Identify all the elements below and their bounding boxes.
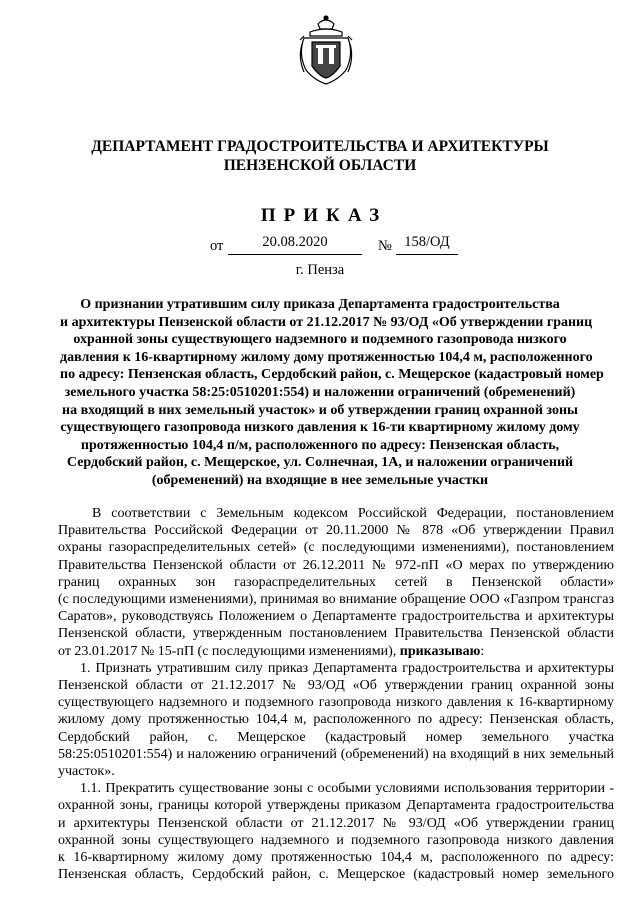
- document-type: ПРИКАЗ: [260, 205, 388, 226]
- body-line-orders: [58, 643, 614, 660]
- department-title-line1: ДЕПАРТАМЕНТ ГРАДОСТРОИТЕЛЬСТВА И АРХИТЕКТУРЫ: [91, 138, 549, 155]
- body-line: (с последующими изменениями), принимая во внимание обращение ООО «Газпром трансгаз: [58, 592, 614, 608]
- body-line: участок».: [58, 764, 115, 780]
- orders-colon: :: [480, 643, 485, 659]
- subject-line: на входящий в них земельный участок» и об утверждении границ охранной зоны: [62, 402, 578, 418]
- subject-line: О признании утратившим силу приказа Департамента градостроительства: [80, 297, 560, 312]
- subject-line: существующего газопровода низкого давления к 16-ти квартирному жилому дому: [60, 420, 580, 436]
- body-line: Правительства Пензенской области от 26.12.2011 № 972-пП «О мерах по утверждению: [58, 557, 614, 573]
- city: г. Пенза: [295, 262, 345, 278]
- order-subject: [60, 296, 604, 490]
- body-line: Пензенской области от 21.12.2017 № 93/ОД «Об утверждении границ охранной зоны: [58, 678, 614, 694]
- body-line: охранной зоны существующего надземного и подземного газопровода низкого давления: [58, 832, 614, 848]
- subject-line: протяженностью 104,4 п/м, расположенного по адресу: Пензенская область,: [80, 437, 560, 453]
- date-number-line: [0, 234, 640, 257]
- body-line: Сердобский район, с. Мещерское (кадастровый номер земельного участка: [58, 729, 614, 745]
- subject-line: Сердобский район, с. Мещерское, ул. Солнечная, 1А, и наложении ограничений: [66, 455, 574, 471]
- order-body: [58, 505, 614, 883]
- body-line: жилому дому протяженностью 104,4 м, расположенного по адресу: Пензенская область,: [58, 712, 614, 728]
- subject-line: давления к 16-квартирному жилому дому протяженностью 104,4 м, расположенного: [60, 349, 593, 365]
- subject-line: земельного участка 58:25:0510201:554) и наложении ограничений (обременений): [64, 384, 576, 400]
- number-sign: №: [378, 238, 392, 254]
- body-line: к 16-квартирному жилому дому протяженностью 104,4 м, расположенного по адресу:: [58, 850, 614, 866]
- body-line: охранной зоны, границы которой утверждены приказом Департамента градостроительства: [58, 798, 614, 814]
- subject-line: (обременений) на входящие в нее земельные участки: [151, 472, 489, 488]
- body-line: Саратов», руководствуясь Положением о Департаменте градостроительства и архитектуры: [58, 609, 614, 625]
- body-line: границ охранных зон газораспределительных сетей в Пензенской области»: [58, 574, 614, 590]
- body-line-text: от 23.01.2017 № 15-пП (с последующими изменениями),: [58, 643, 397, 659]
- body-line: 1.1. Прекратить существование зоны с особыми условиями использования территории -: [80, 781, 614, 797]
- body-line: Пензенская область, Сердобский район, с. Мещерское (кадастровый номер земельного: [58, 867, 614, 883]
- body-line: охраны газораспределительных сетей» (с последующими изменениями), постановлением: [58, 540, 614, 556]
- body-line: В соответствии с Земельным кодексом Российской Федерации, постановлением: [92, 506, 614, 521]
- subject-line: и архитектуры Пензенской области от 21.12.2017 № 93/ОД «Об утверждении границ: [60, 314, 593, 330]
- order-date: 20.08.2020: [228, 234, 362, 255]
- department-title-line2: ПЕНЗЕНСКОЙ ОБЛАСТИ: [223, 157, 417, 174]
- subject-line: по адресу: Пензенская область, Сердобский район, с. Мещерское (кадастровый номер: [60, 367, 604, 383]
- body-line: Пензенской области, утвержденным постановлением Правительства Пензенской области: [58, 626, 614, 642]
- order-number: 158/ОД: [396, 234, 458, 255]
- subject-line: охранной зоны существующего надземного и подземного газопровода низкого: [73, 332, 567, 348]
- body-line: 58:25:0510201:554) и наложению ограничений (обременений) на входящий в них земельный: [58, 746, 614, 762]
- body-line: и архитектуры Пензенской области от 21.12.2017 № 93/ОД «Об утверждении границ: [58, 815, 614, 831]
- coat-of-arms-emblem: [296, 14, 356, 88]
- from-label: от: [210, 238, 224, 254]
- orders-word: приказываю: [399, 643, 481, 659]
- body-line: 1. Признать утратившим силу приказ Департамента градостроительства и архитектуры: [80, 660, 614, 676]
- body-line: Правительства Российской Федерации от 20.11.2000 № 878 «Об утверждении Правил: [58, 523, 614, 539]
- body-line: существующего надземного и подземного газопровода низкого давления к 16-квартирному: [58, 695, 614, 711]
